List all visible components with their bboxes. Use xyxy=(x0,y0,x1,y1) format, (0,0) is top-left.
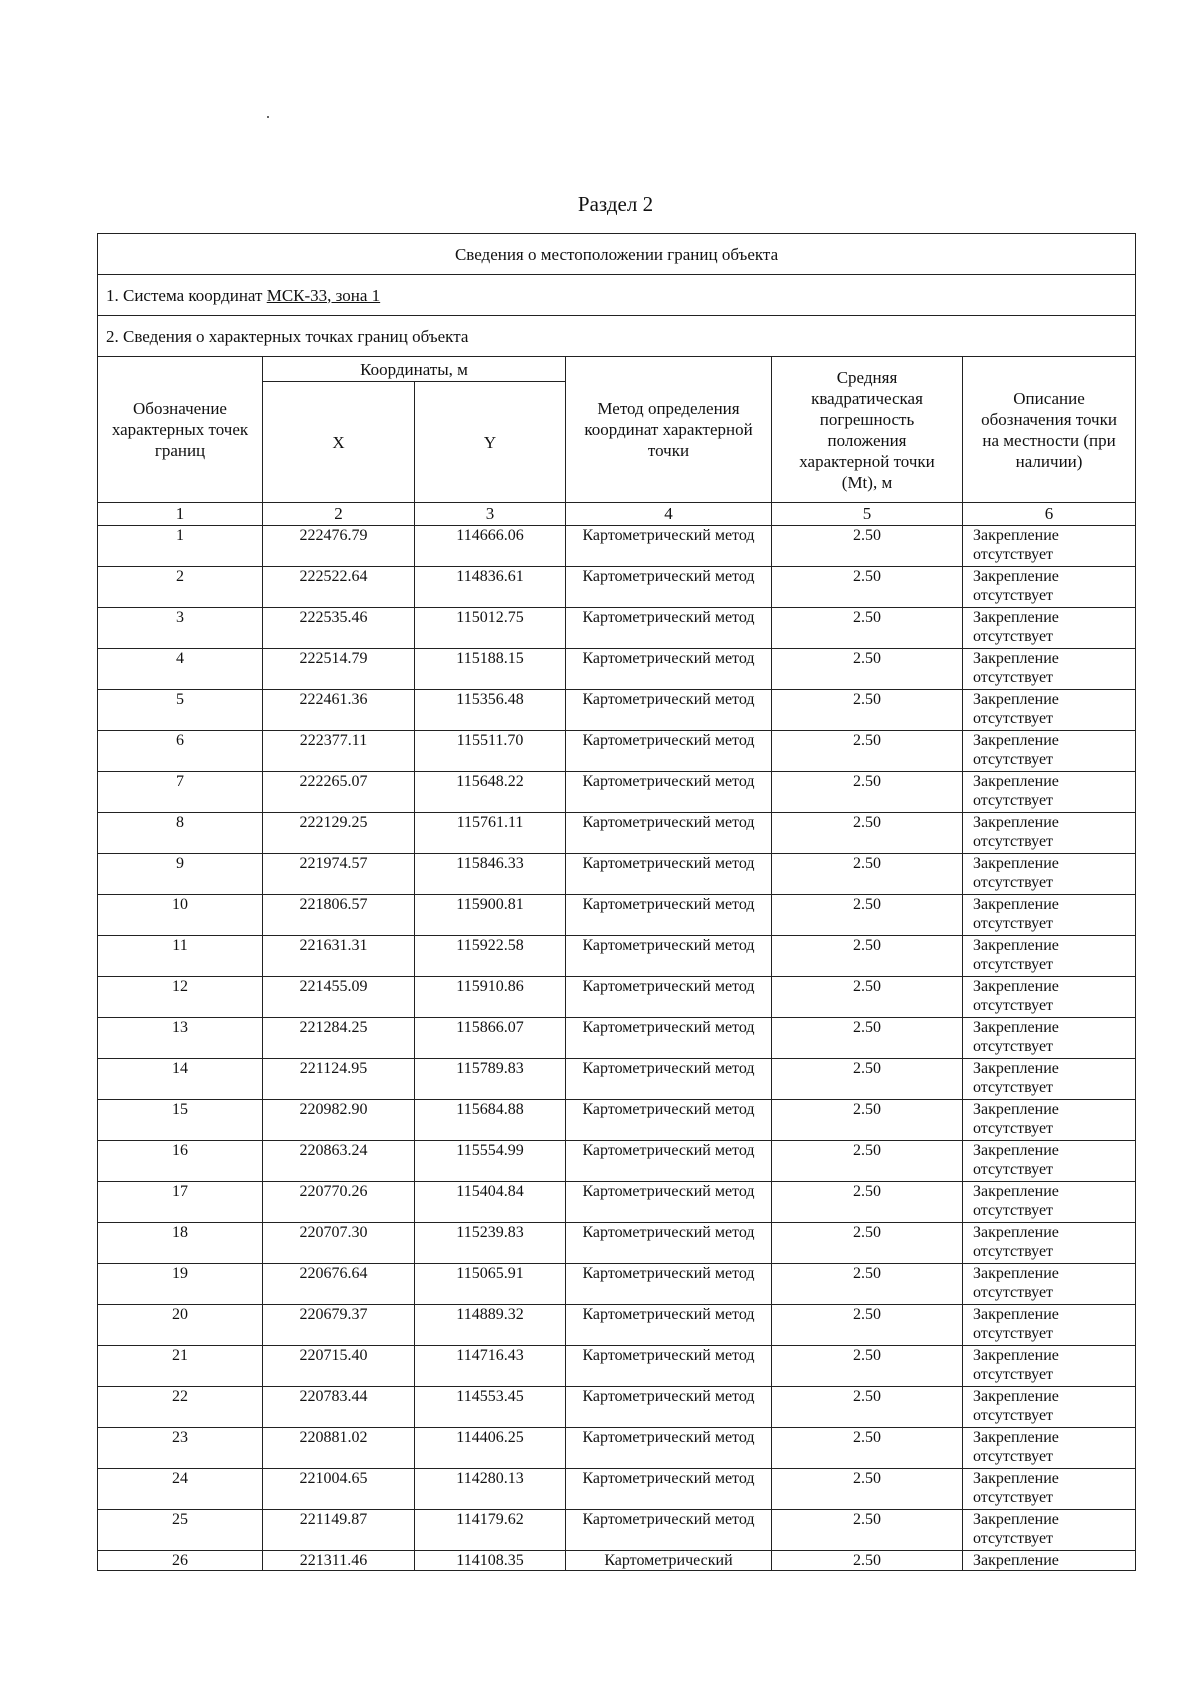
method: Картометрический метод xyxy=(566,1305,772,1346)
point-number: 11 xyxy=(98,936,263,977)
point-description: Закрепление отсутствует xyxy=(963,1510,1136,1551)
table-row xyxy=(98,895,1136,936)
y-coordinate: 114716.43 xyxy=(415,1346,566,1387)
y-coordinate: 115684.88 xyxy=(415,1100,566,1141)
point-number: 24 xyxy=(98,1469,263,1510)
table-row xyxy=(98,1469,1136,1510)
method: Картометрический метод xyxy=(566,1059,772,1100)
method: Картометрический метод xyxy=(566,1387,772,1428)
point-description: Закрепление отсутствует xyxy=(963,567,1136,608)
header-description: Описание обозначения точки на местности (при наличии) xyxy=(963,357,1136,503)
error-value: 2.50 xyxy=(772,567,963,608)
column-number: 4 xyxy=(566,503,772,526)
error-value: 2.50 xyxy=(772,1387,963,1428)
method: Картометрический метод xyxy=(566,608,772,649)
point-number: 13 xyxy=(98,1018,263,1059)
point-number: 20 xyxy=(98,1305,263,1346)
point-number: 3 xyxy=(98,608,263,649)
table-row xyxy=(98,1141,1136,1182)
method: Картометрический метод xyxy=(566,526,772,567)
section-title: Раздел 2 xyxy=(577,192,654,216)
x-coordinate: 220679.37 xyxy=(263,1305,415,1346)
method: Картометрический метод xyxy=(566,1510,772,1551)
error-value: 2.50 xyxy=(772,1223,963,1264)
point-description: Закрепление xyxy=(963,1551,1136,1571)
point-number: 4 xyxy=(98,649,263,690)
point-description: Закрепление отсутствует xyxy=(963,854,1136,895)
y-coordinate: 115846.33 xyxy=(415,854,566,895)
x-coordinate: 220715.40 xyxy=(263,1346,415,1387)
y-coordinate: 115012.75 xyxy=(415,608,566,649)
method: Картометрический метод xyxy=(566,1428,772,1469)
header-error: Средняя квадратическая погрешность положения характерной точки (Mt), м xyxy=(772,357,963,503)
error-value: 2.50 xyxy=(772,1059,963,1100)
point-number: 22 xyxy=(98,1387,263,1428)
method: Картометрический метод xyxy=(566,1264,772,1305)
point-number: 26 xyxy=(98,1551,263,1571)
error-value: 2.50 xyxy=(772,690,963,731)
point-number: 9 xyxy=(98,854,263,895)
column-number: 6 xyxy=(963,503,1136,526)
method: Картометрический метод xyxy=(566,690,772,731)
y-coordinate: 115910.86 xyxy=(415,977,566,1018)
point-number: 23 xyxy=(98,1428,263,1469)
method: Картометрический метод xyxy=(566,567,772,608)
y-coordinate: 115922.58 xyxy=(415,936,566,977)
point-description: Закрепление отсутствует xyxy=(963,1387,1136,1428)
method: Картометрический метод xyxy=(566,649,772,690)
method: Картометрический метод xyxy=(566,895,772,936)
method: Картометрический метод xyxy=(566,1182,772,1223)
error-value: 2.50 xyxy=(772,1264,963,1305)
point-number: 14 xyxy=(98,1059,263,1100)
error-value: 2.50 xyxy=(772,813,963,854)
point-description: Закрепление отсутствует xyxy=(963,1059,1136,1100)
point-description: Закрепление отсутствует xyxy=(963,977,1136,1018)
column-numbers-row xyxy=(98,503,1136,526)
error-value: 2.50 xyxy=(772,936,963,977)
x-coordinate: 221806.57 xyxy=(263,895,415,936)
y-coordinate: 115648.22 xyxy=(415,772,566,813)
x-coordinate: 220770.26 xyxy=(263,1182,415,1223)
y-coordinate: 115065.91 xyxy=(415,1264,566,1305)
point-description: Закрепление отсутствует xyxy=(963,813,1136,854)
method: Картометрический метод xyxy=(566,772,772,813)
error-value: 2.50 xyxy=(772,977,963,1018)
x-coordinate: 220707.30 xyxy=(263,1223,415,1264)
point-number: 21 xyxy=(98,1346,263,1387)
x-coordinate: 220881.02 xyxy=(263,1428,415,1469)
y-coordinate: 114836.61 xyxy=(415,567,566,608)
table-row xyxy=(98,567,1136,608)
method: Картометрический метод xyxy=(566,1469,772,1510)
error-value: 2.50 xyxy=(772,1018,963,1059)
column-number: 3 xyxy=(415,503,566,526)
x-coordinate: 220863.24 xyxy=(263,1141,415,1182)
error-value: 2.50 xyxy=(772,854,963,895)
table-row xyxy=(98,690,1136,731)
x-coordinate: 221284.25 xyxy=(263,1018,415,1059)
table-row xyxy=(98,772,1136,813)
x-coordinate: 222476.79 xyxy=(263,526,415,567)
x-coordinate: 222265.07 xyxy=(263,772,415,813)
point-description: Закрепление отсутствует xyxy=(963,936,1136,977)
method: Картометрический метод xyxy=(566,813,772,854)
method: Картометрический метод xyxy=(566,1100,772,1141)
header-designation: Обозначение характерных точек границ xyxy=(98,357,263,503)
x-coordinate: 222535.46 xyxy=(263,608,415,649)
table-row xyxy=(98,731,1136,772)
table-row xyxy=(98,608,1136,649)
method: Картометрический xyxy=(566,1551,772,1571)
method: Картометрический метод xyxy=(566,977,772,1018)
y-coordinate: 115761.11 xyxy=(415,813,566,854)
point-description: Закрепление отсутствует xyxy=(963,1182,1136,1223)
point-number: 25 xyxy=(98,1510,263,1551)
point-number: 8 xyxy=(98,813,263,854)
y-coordinate: 114280.13 xyxy=(415,1469,566,1510)
y-coordinate: 114406.25 xyxy=(415,1428,566,1469)
error-value: 2.50 xyxy=(772,731,963,772)
point-number: 15 xyxy=(98,1100,263,1141)
table-row xyxy=(98,1551,1136,1571)
method: Картометрический метод xyxy=(566,731,772,772)
table-row xyxy=(98,1346,1136,1387)
y-coordinate: 114553.45 xyxy=(415,1387,566,1428)
point-number: 1 xyxy=(98,526,263,567)
x-coordinate: 222377.11 xyxy=(263,731,415,772)
table-row xyxy=(98,936,1136,977)
point-description: Закрепление отсутствует xyxy=(963,690,1136,731)
column-number: 5 xyxy=(772,503,963,526)
error-value: 2.50 xyxy=(772,608,963,649)
x-coordinate: 222129.25 xyxy=(263,813,415,854)
x-coordinate: 220783.44 xyxy=(263,1387,415,1428)
method: Картометрический метод xyxy=(566,854,772,895)
points-section-title: 2. Сведения о характерных точках границ объекта xyxy=(98,316,1136,357)
x-coordinate: 221455.09 xyxy=(263,977,415,1018)
table-row xyxy=(98,977,1136,1018)
table-row xyxy=(98,854,1136,895)
table-row xyxy=(98,1264,1136,1305)
error-value: 2.50 xyxy=(772,1551,963,1571)
point-description: Закрепление отсутствует xyxy=(963,731,1136,772)
point-description: Закрепление отсутствует xyxy=(963,649,1136,690)
x-coordinate: 221974.57 xyxy=(263,854,415,895)
point-description: Закрепление отсутствует xyxy=(963,772,1136,813)
point-description: Закрепление отсутствует xyxy=(963,1223,1136,1264)
x-coordinate: 221124.95 xyxy=(263,1059,415,1100)
error-value: 2.50 xyxy=(772,1182,963,1223)
point-description: Закрепление отсутствует xyxy=(963,895,1136,936)
table-caption: Сведения о местоположении границ объекта xyxy=(98,234,1136,275)
point-description: Закрепление отсутствует xyxy=(963,1428,1136,1469)
y-coordinate: 114666.06 xyxy=(415,526,566,567)
method: Картометрический метод xyxy=(566,1346,772,1387)
error-value: 2.50 xyxy=(772,772,963,813)
header-x: X xyxy=(263,382,415,503)
coordinate-system-label: 1. Система координат xyxy=(106,285,267,305)
y-coordinate: 115511.70 xyxy=(415,731,566,772)
table-row xyxy=(98,1305,1136,1346)
y-coordinate: 115866.07 xyxy=(415,1018,566,1059)
x-coordinate: 221149.87 xyxy=(263,1510,415,1551)
point-number: 6 xyxy=(98,731,263,772)
point-number: 10 xyxy=(98,895,263,936)
point-description: Закрепление отсутствует xyxy=(963,526,1136,567)
x-coordinate: 220982.90 xyxy=(263,1100,415,1141)
point-description: Закрепление отсутствует xyxy=(963,1469,1136,1510)
error-value: 2.50 xyxy=(772,1510,963,1551)
table-row xyxy=(98,649,1136,690)
error-value: 2.50 xyxy=(772,1100,963,1141)
x-coordinate: 222461.36 xyxy=(263,690,415,731)
point-number: 12 xyxy=(98,977,263,1018)
point-number: 19 xyxy=(98,1264,263,1305)
point-description: Закрепление отсутствует xyxy=(963,1305,1136,1346)
column-number: 1 xyxy=(98,503,263,526)
x-coordinate: 221631.31 xyxy=(263,936,415,977)
y-coordinate: 114108.35 xyxy=(415,1551,566,1571)
y-coordinate: 114889.32 xyxy=(415,1305,566,1346)
scan-speck xyxy=(267,116,269,118)
y-coordinate: 115554.99 xyxy=(415,1141,566,1182)
point-number: 18 xyxy=(98,1223,263,1264)
table-row xyxy=(98,1059,1136,1100)
point-description: Закрепление отсутствует xyxy=(963,1346,1136,1387)
x-coordinate: 222514.79 xyxy=(263,649,415,690)
point-description: Закрепление отсутствует xyxy=(963,608,1136,649)
y-coordinate: 114179.62 xyxy=(415,1510,566,1551)
x-coordinate: 220676.64 xyxy=(263,1264,415,1305)
y-coordinate: 115789.83 xyxy=(415,1059,566,1100)
column-number: 2 xyxy=(263,503,415,526)
error-value: 2.50 xyxy=(772,1428,963,1469)
error-value: 2.50 xyxy=(772,1305,963,1346)
y-coordinate: 115900.81 xyxy=(415,895,566,936)
y-coordinate: 115356.48 xyxy=(415,690,566,731)
method: Картометрический метод xyxy=(566,1223,772,1264)
table-row xyxy=(98,1387,1136,1428)
table-row xyxy=(98,1018,1136,1059)
table-row xyxy=(98,1223,1136,1264)
point-description: Закрепление отсутствует xyxy=(963,1264,1136,1305)
error-value: 2.50 xyxy=(772,1141,963,1182)
point-description: Закрепление отсутствует xyxy=(963,1018,1136,1059)
x-coordinate: 221004.65 xyxy=(263,1469,415,1510)
error-value: 2.50 xyxy=(772,1346,963,1387)
method: Картометрический метод xyxy=(566,936,772,977)
header-y: Y xyxy=(415,382,566,503)
error-value: 2.50 xyxy=(772,649,963,690)
point-number: 16 xyxy=(98,1141,263,1182)
boundary-table xyxy=(97,233,1136,1571)
method: Картометрический метод xyxy=(566,1018,772,1059)
error-value: 2.50 xyxy=(772,1469,963,1510)
y-coordinate: 115404.84 xyxy=(415,1182,566,1223)
table-row xyxy=(98,1100,1136,1141)
table-row xyxy=(98,526,1136,567)
y-coordinate: 115239.83 xyxy=(415,1223,566,1264)
table-row xyxy=(98,1182,1136,1223)
coordinate-system xyxy=(98,275,1136,316)
point-description: Закрепление отсутствует xyxy=(963,1100,1136,1141)
table-row xyxy=(98,813,1136,854)
point-number: 7 xyxy=(98,772,263,813)
coordinate-system-value: МСК-33, зона 1 xyxy=(266,285,381,305)
error-value: 2.50 xyxy=(772,526,963,567)
point-number: 17 xyxy=(98,1182,263,1223)
method: Картометрический метод xyxy=(566,1141,772,1182)
table-row xyxy=(98,1428,1136,1469)
x-coordinate: 222522.64 xyxy=(263,567,415,608)
header-coordinates: Координаты, м xyxy=(263,357,566,382)
y-coordinate: 115188.15 xyxy=(415,649,566,690)
header-method: Метод определения координат характерной точки xyxy=(566,357,772,503)
point-number: 2 xyxy=(98,567,263,608)
point-description: Закрепление отсутствует xyxy=(963,1141,1136,1182)
x-coordinate: 221311.46 xyxy=(263,1551,415,1571)
table-row xyxy=(98,1510,1136,1551)
error-value: 2.50 xyxy=(772,895,963,936)
point-number: 5 xyxy=(98,690,263,731)
